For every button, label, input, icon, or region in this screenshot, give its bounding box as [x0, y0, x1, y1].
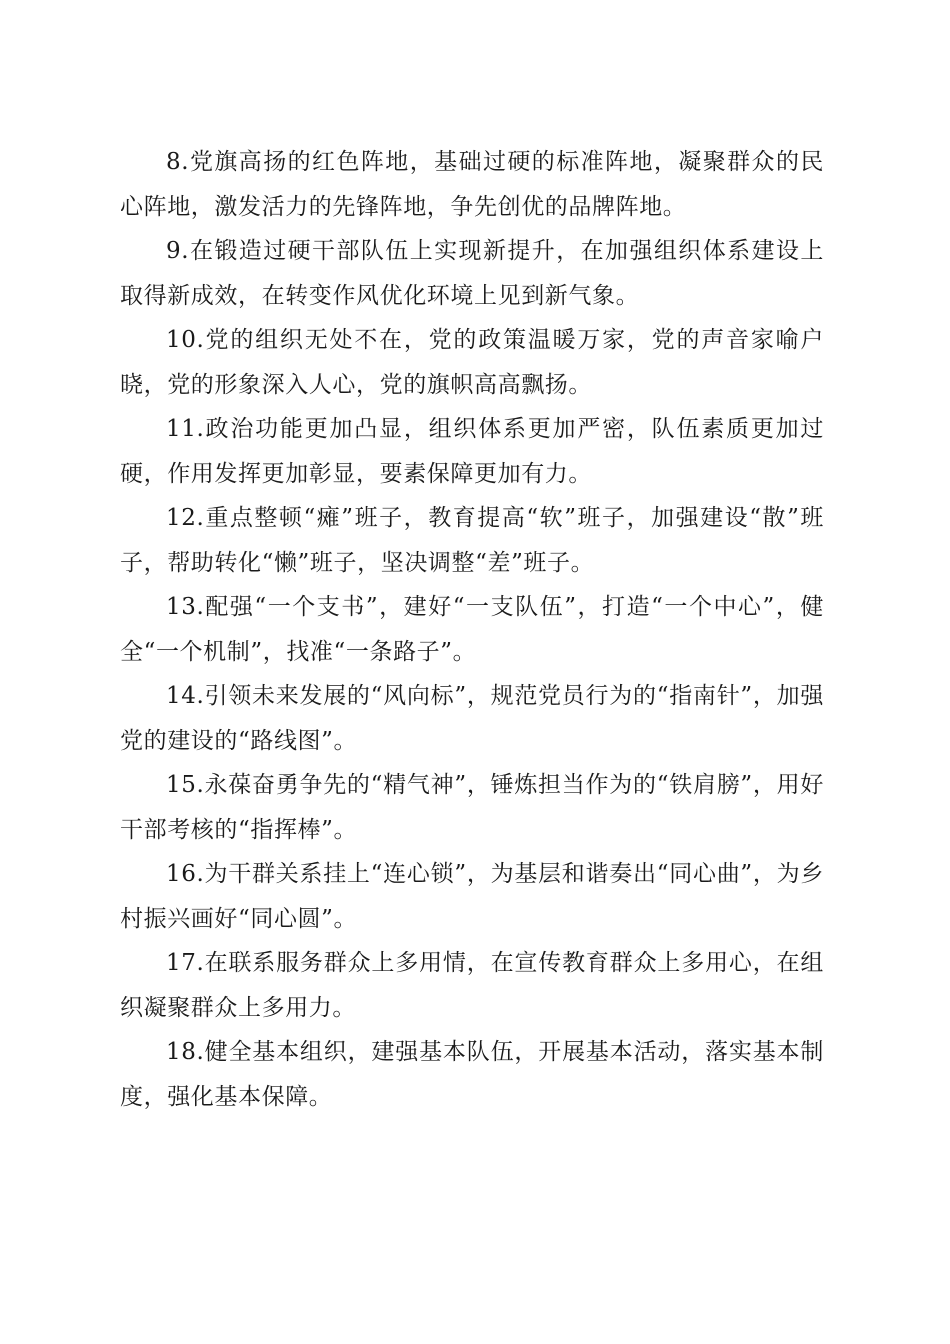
paragraph-10: 10.党的组织无处不在，党的政策温暖万家，党的声音家喻户晓，党的形象深入人心，党的旗帜高高飘扬。	[120, 327, 824, 398]
document-body	[120, 140, 824, 1119]
paragraph-8: 8.党旗高扬的红色阵地，基础过硬的标准阵地，凝聚群众的民心阵地，激发活力的先锋阵地，争先创优的品牌阵地。	[120, 149, 824, 220]
paragraph-15: 15.永葆奋勇争先的“精气神”，锤炼担当作为的“铁肩膀”，用好干部考核的“指挥棒”。	[120, 772, 824, 843]
paragraph-18: 18.健全基本组织，建强基本队伍，开展基本活动，落实基本制度，强化基本保障。	[120, 1039, 824, 1110]
paragraph-16: 16.为干群关系挂上“连心锁”，为基层和谐奏出“同心曲”，为乡村振兴画好“同心圆”。	[120, 861, 824, 932]
paragraph-17: 17.在联系服务群众上多用情，在宣传教育群众上多用心，在组织凝聚群众上多用力。	[120, 950, 824, 1021]
paragraph-14: 14.引领未来发展的“风向标”，规范党员行为的“指南针”，加强党的建设的“路线图”。	[120, 683, 824, 754]
paragraph-11: 11.政治功能更加凸显，组织体系更加严密，队伍素质更加过硬，作用发挥更加彰显，要素保障更加有力。	[120, 416, 824, 487]
paragraph-13: 13.配强“一个支书”，建好“一支队伍”，打造“一个中心”，健全“一个机制”，找准“一条路子”。	[120, 594, 824, 665]
paragraph-12: 12.重点整顿“瘫”班子，教育提高“软”班子，加强建设“散”班子，帮助转化“懒”班子，坚决调整“差”班子。	[120, 505, 824, 576]
paragraph-9: 9.在锻造过硬干部队伍上实现新提升，在加强组织体系建设上取得新成效，在转变作风优化环境上见到新气象。	[120, 238, 824, 309]
